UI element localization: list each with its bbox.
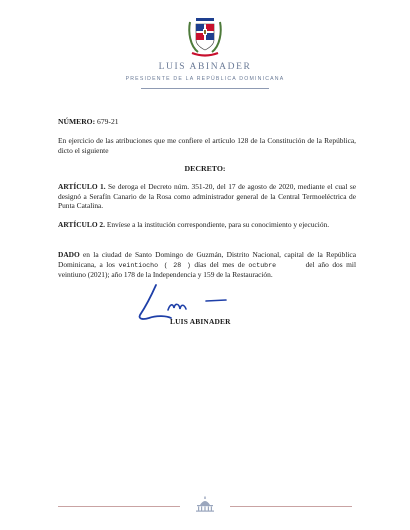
dado-text-1: en la ciudad de Santo Domingo de Guzmán, Distrito Nacional, capital de la República Dominicana, a los: [58, 250, 356, 269]
header-divider: [141, 88, 269, 89]
article-1-label: ARTÍCULO 1.: [58, 182, 106, 191]
decree-heading: DECRETO:: [184, 164, 226, 173]
article-2: [58, 220, 356, 230]
coat-of-arms-icon: [186, 12, 224, 60]
dado-text-3: del año dos mil veintiuno (2021); año 178 de la Independencia y 159 de la Restauración.: [58, 259, 356, 280]
footer-divider-left: [58, 506, 180, 507]
header-subtitle: PRESIDENTE DE LA REPÚBLICA DOMINICANA: [125, 76, 285, 82]
article-1-text: Se deroga el Decreto núm. 351-20, del 17 de agosto de 2020, mediante el cual se designó a Serafín Canario de la Rosa como administrador general de la Central Termoeléctrica de Punta Catalina.: [58, 182, 356, 211]
article-1: [58, 182, 356, 211]
decree-intro: En ejercicio de las atribuciones que me confiere el artículo 128 de la Constitución de la República, dicto el siguiente: [58, 136, 356, 155]
footer-divider-right: [230, 506, 352, 507]
header-name: LUIS ABINADER: [158, 62, 252, 72]
article-2-label: ARTÍCULO 2.: [58, 220, 105, 229]
palace-dome-icon: [193, 496, 217, 512]
decree-number: [58, 117, 119, 126]
dado-text-2: días del mes de: [194, 259, 245, 269]
decree-number-value: 679-21: [97, 117, 119, 126]
dado-label: DADO: [58, 250, 80, 259]
signer-name: LUIS ABINADER: [170, 317, 231, 326]
article-2-text: Envíese a la institución correspondiente, para su conocimiento y ejecución.: [106, 220, 330, 229]
dado-days: veintiocho ( 28 ): [118, 261, 191, 269]
decree-number-label: NÚMERO:: [58, 117, 96, 126]
dado-paragraph: [58, 250, 356, 280]
dado-month: octubre: [248, 261, 277, 269]
